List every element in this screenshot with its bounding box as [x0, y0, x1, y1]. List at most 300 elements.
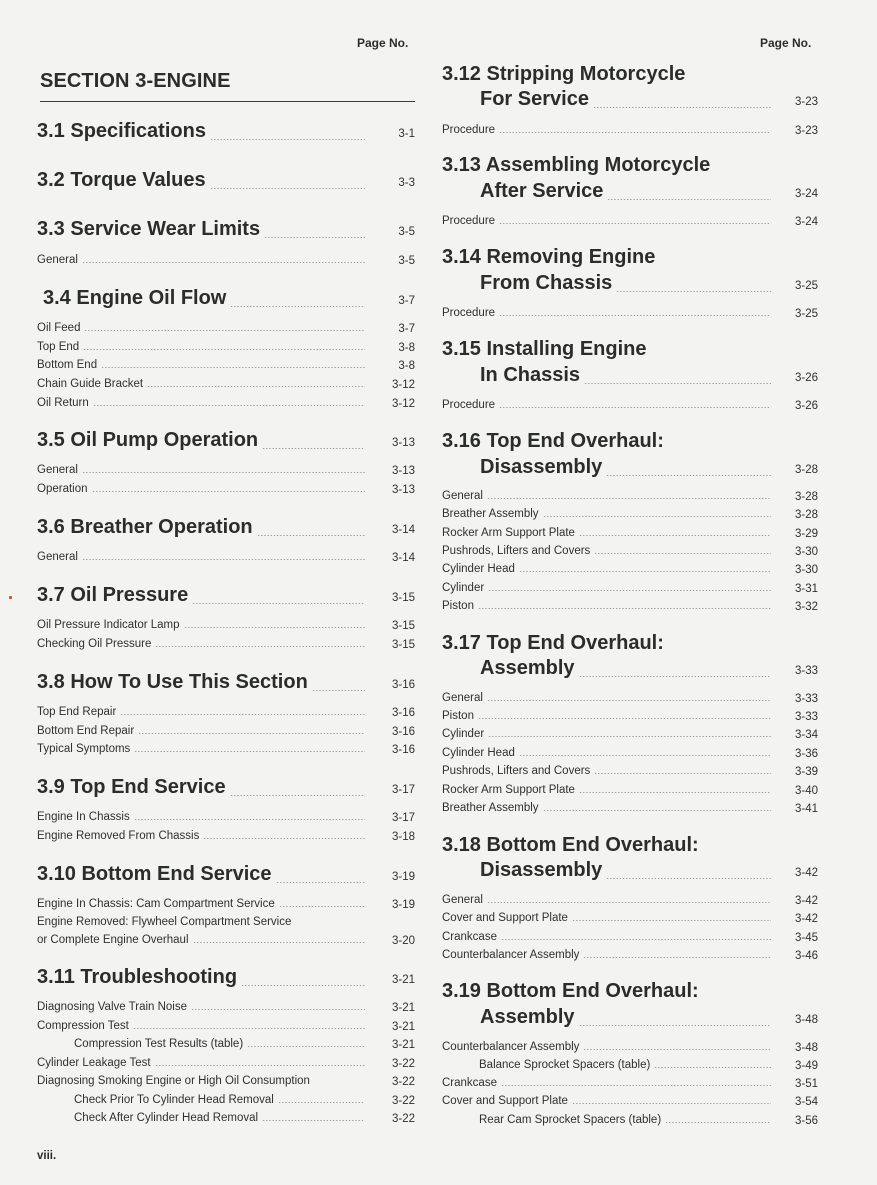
toc-entry-label: After Service	[480, 180, 604, 202]
toc-entry-label: General	[37, 551, 78, 563]
toc-page-cell	[375, 869, 415, 883]
toc-page-number: 3-8	[398, 342, 415, 354]
toc-heading-entry[interactable]	[37, 168, 369, 192]
toc-page-number: 3-42	[794, 895, 818, 907]
toc-subentry[interactable]	[74, 1092, 369, 1106]
toc-page-number: 3-29	[794, 528, 818, 540]
dot-leader	[499, 315, 771, 316]
toc-page-number: 3-13	[391, 484, 415, 496]
toc-page-cell	[375, 175, 415, 189]
toc-entry-label: Cylinder Head	[442, 563, 515, 575]
toc-heading-entry[interactable]	[480, 455, 775, 479]
toc-page-cell	[778, 526, 818, 540]
toc-page-number: 3-16	[391, 726, 415, 738]
toc-heading-entry[interactable]	[43, 286, 369, 310]
toc-subentry[interactable]	[442, 488, 775, 502]
toc-entry-label: Assembly	[480, 657, 575, 679]
dot-leader	[247, 1046, 365, 1047]
toc-page-cell	[778, 865, 818, 879]
toc-subentry[interactable]	[37, 1055, 369, 1069]
toc-page-cell	[375, 677, 415, 691]
toc-page-number: 3-14	[391, 524, 415, 536]
toc-page-number: 3-42	[794, 867, 818, 879]
toc-subentry[interactable]	[37, 376, 369, 390]
dot-leader	[665, 1122, 771, 1123]
dot-leader	[606, 878, 771, 879]
toc-page-cell	[778, 370, 818, 384]
toc-entry-label: Pushrods, Lifters and Covers	[442, 545, 591, 557]
toc-page-cell	[375, 618, 415, 632]
toc-subentry[interactable]	[442, 1075, 775, 1089]
toc-entry-label: Top End	[37, 341, 80, 353]
toc-heading-entry[interactable]	[37, 965, 369, 989]
toc-page-number: 3-33	[794, 693, 818, 705]
toc-page-cell	[778, 709, 818, 723]
toc-page-cell	[778, 764, 818, 778]
toc-heading-line1[interactable]: 3.14 Removing Engine	[442, 246, 656, 268]
toc-entry-label: Bottom End Repair	[37, 725, 135, 737]
toc-page-number: 3-15	[391, 639, 415, 651]
toc-page-cell	[778, 562, 818, 576]
dot-leader	[278, 1102, 365, 1103]
toc-page-cell	[778, 783, 818, 797]
toc-subentry[interactable]	[442, 1093, 775, 1107]
toc-entry-label: General	[442, 692, 483, 704]
toc-page-number: 3-1	[398, 128, 415, 140]
toc-page-cell	[778, 930, 818, 944]
toc-subentry[interactable]	[37, 636, 369, 650]
toc-heading-entry[interactable]	[480, 179, 775, 203]
toc-subentry[interactable]	[442, 525, 775, 539]
toc-entry-label: 3.1 Specifications	[37, 120, 206, 142]
toc-page-number: 3-23	[794, 125, 818, 137]
toc-page-cell	[375, 742, 415, 756]
toc-heading-entry[interactable]	[480, 271, 775, 295]
toc-page-number: 3-46	[794, 950, 818, 962]
toc-subentry[interactable]	[442, 745, 775, 759]
toc-entry-label: Procedure	[442, 215, 496, 227]
toc-subentry[interactable]	[37, 723, 369, 737]
dot-leader	[147, 386, 365, 387]
dot-leader	[499, 132, 771, 133]
toc-entry-label: Chain Guide Bracket	[37, 378, 144, 390]
toc-page-number: 3-36	[794, 748, 818, 760]
toc-subentry[interactable]	[37, 549, 369, 563]
toc-page-cell	[778, 306, 818, 320]
toc-subentry[interactable]	[37, 741, 369, 755]
toc-heading-entry[interactable]	[480, 87, 775, 111]
toc-subentry[interactable]	[442, 580, 775, 594]
toc-subentry[interactable]	[479, 1057, 775, 1071]
toc-heading-entry[interactable]	[480, 858, 775, 882]
toc-page-number: 3-22	[391, 1076, 415, 1088]
dot-leader	[584, 383, 771, 384]
toc-entry-label: 3.7 Oil Pressure	[37, 584, 189, 606]
toc-entry-label: 3.4 Engine Oil Flow	[43, 287, 227, 309]
toc-page-cell	[375, 321, 415, 335]
toc-entry-label: Cylinder Head	[442, 747, 515, 759]
toc-subentry[interactable]	[74, 1036, 369, 1050]
dot-leader	[583, 957, 771, 958]
toc-page-cell	[375, 810, 415, 824]
dot-leader	[264, 237, 365, 238]
toc-subentry[interactable]	[479, 1112, 775, 1126]
toc-page-cell	[375, 1056, 415, 1070]
dot-leader	[607, 199, 771, 200]
toc-subentry[interactable]	[442, 543, 775, 557]
toc-page-cell	[375, 377, 415, 391]
toc-entry-label: General	[37, 254, 78, 266]
toc-page-number: 3-21	[391, 1002, 415, 1014]
toc-page-number: 3-19	[391, 899, 415, 911]
toc-heading-entry[interactable]	[37, 670, 369, 694]
dot-leader	[184, 627, 365, 628]
dot-leader	[133, 1028, 365, 1029]
toc-page-cell	[778, 489, 818, 503]
toc-entry-label: 3.3 Service Wear Limits	[37, 218, 261, 240]
toc-heading-line1[interactable]: 3.15 Installing Engine	[442, 338, 647, 360]
toc-page-number: 3-17	[391, 812, 415, 824]
toc-entry-label: Counterbalancer Assembly	[442, 949, 580, 961]
toc-page-cell	[375, 1074, 415, 1088]
toc-page-number: 3-33	[794, 711, 818, 723]
toc-heading-entry[interactable]	[37, 515, 369, 539]
dot-leader	[501, 939, 771, 940]
toc-heading-line1[interactable]: 3.13 Assembling Motorcycle	[442, 154, 711, 176]
toc-subentry[interactable]	[442, 800, 775, 814]
dot-leader	[83, 349, 365, 350]
toc-page-cell	[778, 398, 818, 412]
toc-subentry[interactable]	[37, 339, 369, 353]
toc-page-cell	[375, 1037, 415, 1051]
toc-page-cell	[778, 1076, 818, 1090]
toc-page-number: 3-49	[794, 1060, 818, 1072]
toc-page-number: 3-42	[794, 913, 818, 925]
toc-subentry[interactable]	[37, 252, 369, 266]
toc-page-cell	[778, 1094, 818, 1108]
toc-heading-line1[interactable]: 3.19 Bottom End Overhaul:	[442, 980, 699, 1002]
toc-subentry[interactable]	[37, 896, 369, 910]
toc-entry-label: Check After Cylinder Head Removal	[74, 1112, 259, 1124]
toc-page-number: 3-16	[391, 744, 415, 756]
toc-page-number: 3-20	[391, 935, 415, 947]
toc-subentry[interactable]	[442, 397, 775, 411]
toc-page-cell	[778, 948, 818, 962]
toc-page-number: 3-21	[391, 974, 415, 986]
toc-page-cell	[778, 186, 818, 200]
toc-page-number: 3-5	[398, 255, 415, 267]
dot-leader	[82, 262, 365, 263]
dot-leader	[262, 448, 365, 449]
toc-page-number: 3-28	[794, 491, 818, 503]
toc-entry-label: Cylinder	[442, 582, 485, 594]
dot-leader	[93, 405, 365, 406]
toc-page-cell	[375, 590, 415, 604]
dot-leader	[82, 472, 365, 473]
toc-entry-label: Rocker Arm Support Plate	[442, 784, 575, 796]
toc-page-number: 3-12	[391, 379, 415, 391]
toc-entry-label: 3.6 Breather Operation	[37, 516, 253, 538]
toc-page-number: 3-24	[794, 188, 818, 200]
toc-page-cell	[778, 214, 818, 228]
toc-heading-entry[interactable]	[37, 428, 369, 452]
toc-page-number: 3-30	[794, 546, 818, 558]
toc-subentry[interactable]	[74, 1110, 369, 1124]
toc-subentry[interactable]	[37, 932, 369, 946]
footer-page-number: viii.	[37, 1150, 57, 1162]
title-rule	[40, 101, 415, 102]
section-title: SECTION 3-ENGINE	[40, 70, 231, 92]
toc-page-number: 3-7	[398, 295, 415, 307]
toc-page-number: 3-21	[391, 1039, 415, 1051]
toc-page-cell	[778, 746, 818, 760]
toc-subentry[interactable]	[37, 395, 369, 409]
dot-leader	[572, 1103, 771, 1104]
dot-leader	[101, 367, 365, 368]
page-no-label-left: Page No.	[357, 36, 409, 50]
dot-leader	[210, 139, 365, 140]
toc-subentry[interactable]	[37, 828, 369, 842]
dot-leader	[579, 676, 772, 677]
toc-subentry[interactable]	[442, 782, 775, 796]
dot-leader	[230, 795, 365, 796]
toc-page-cell	[375, 1093, 415, 1107]
toc-subentry[interactable]	[37, 320, 369, 334]
toc-entry-label: Engine In Chassis: Cam Compartment Service	[37, 898, 275, 910]
dot-leader	[230, 306, 365, 307]
toc-page-number: 3-8	[398, 360, 415, 372]
toc-entry-label: Disassembly	[480, 456, 603, 478]
toc-page-number: 3-25	[794, 308, 818, 320]
toc-page-number: 3-40	[794, 785, 818, 797]
toc-entry-label: General	[37, 464, 78, 476]
toc-page-cell	[375, 396, 415, 410]
toc-page-number: 3-22	[391, 1113, 415, 1125]
toc-page-cell	[375, 933, 415, 947]
toc-entry-label: 3.10 Bottom End Service	[37, 863, 272, 885]
toc-subentry[interactable]	[442, 763, 775, 777]
dot-leader	[478, 718, 771, 719]
toc-page-number: 3-22	[391, 1058, 415, 1070]
toc-page-cell	[375, 550, 415, 564]
toc-entry-label: Counterbalancer Assembly	[442, 1041, 580, 1053]
toc-page-cell	[375, 253, 415, 267]
toc-page-cell	[375, 1019, 415, 1033]
dot-leader	[262, 1120, 365, 1121]
toc-subentry[interactable]	[442, 305, 775, 319]
toc-subentry[interactable]	[37, 999, 369, 1013]
dot-leader	[543, 810, 771, 811]
toc-page-number: 3-54	[794, 1096, 818, 1108]
toc-page-cell	[375, 705, 415, 719]
toc-subentry[interactable]	[37, 357, 369, 371]
dot-leader	[241, 985, 365, 986]
toc-subentry[interactable]	[442, 690, 775, 704]
toc-entry-label: Disassembly	[480, 859, 603, 881]
toc-page-number: 3-12	[391, 398, 415, 410]
toc-page-number: 3-3	[398, 177, 415, 189]
toc-page-cell	[778, 1040, 818, 1054]
toc-page-number: 3-16	[391, 707, 415, 719]
toc-subentry[interactable]	[37, 1018, 369, 1032]
dot-leader	[487, 498, 771, 499]
dot-leader	[487, 700, 771, 701]
toc-page-number: 3-18	[391, 831, 415, 843]
toc-subentry[interactable]	[442, 726, 775, 740]
toc-page-cell	[375, 829, 415, 843]
toc-page-number: 3-28	[794, 509, 818, 521]
dot-leader	[488, 736, 771, 737]
toc-page-cell	[778, 801, 818, 815]
toc-page-number: 3-45	[794, 932, 818, 944]
dot-leader	[594, 553, 771, 554]
toc-entry-label: Crankcase	[442, 931, 497, 943]
dot-leader	[155, 1065, 365, 1066]
toc-page-number: 3-15	[391, 592, 415, 604]
toc-subentry[interactable]	[442, 561, 775, 575]
toc-page-cell	[778, 691, 818, 705]
toc-subentry[interactable]	[37, 481, 369, 495]
toc-heading-line1[interactable]: 3.16 Top End Overhaul:	[442, 430, 664, 452]
toc-subentry[interactable]	[442, 708, 775, 722]
toc-entry-label: Top End Repair	[37, 706, 117, 718]
dot-leader	[519, 755, 771, 756]
toc-page-number: 3-28	[794, 464, 818, 476]
dot-leader	[572, 920, 771, 921]
toc-page-cell	[778, 278, 818, 292]
toc-entry-label: Pushrods, Lifters and Covers	[442, 765, 591, 777]
toc-entry-label: Check Prior To Cylinder Head Removal	[74, 1094, 274, 1106]
toc-entry-label: 3.9 Top End Service	[37, 776, 226, 798]
toc-page-cell	[375, 126, 415, 140]
toc-page-number: 3-15	[391, 620, 415, 632]
dot-leader	[616, 291, 771, 292]
toc-entry-label: Cylinder	[442, 728, 485, 740]
dot-leader	[593, 107, 771, 108]
toc-entry-label: Crankcase	[442, 1077, 497, 1089]
toc-entry-label: Cover and Support Plate	[442, 912, 568, 924]
toc-subentry[interactable]	[37, 1073, 369, 1087]
toc-subentry[interactable]	[37, 704, 369, 718]
toc-entry-label: Compression Test Results (table)	[74, 1038, 244, 1050]
toc-subentry[interactable]	[37, 914, 369, 928]
toc-page-cell	[375, 637, 415, 651]
toc-page-cell	[375, 1000, 415, 1014]
toc-page-number: 3-41	[794, 803, 818, 815]
dot-leader	[203, 838, 365, 839]
toc-heading-entry[interactable]	[480, 1005, 775, 1029]
dot-leader	[594, 773, 771, 774]
toc-entry-label: Engine Removed: Flywheel Compartment Service	[37, 916, 292, 928]
toc-heading-line1[interactable]: 3.12 Stripping Motorcycle	[442, 63, 686, 85]
dot-leader	[134, 751, 365, 752]
page-no-label-right: Page No.	[760, 36, 812, 50]
toc-heading-entry[interactable]	[480, 656, 775, 680]
dot-leader	[519, 571, 771, 572]
toc-page-cell	[778, 123, 818, 137]
toc-entry-label: General	[442, 490, 483, 502]
dot-leader	[257, 535, 365, 536]
toc-page-number: 3-48	[794, 1014, 818, 1026]
toc-page-number: 3-30	[794, 564, 818, 576]
toc-page-number: 3-25	[794, 280, 818, 292]
toc-entry-label: Procedure	[442, 124, 496, 136]
toc-heading-entry[interactable]	[37, 217, 369, 241]
toc-page-number: 3-13	[391, 465, 415, 477]
toc-heading-line1[interactable]: 3.17 Top End Overhaul:	[442, 632, 664, 654]
dot-leader	[543, 516, 771, 517]
toc-page-cell	[778, 663, 818, 677]
toc-heading-entry[interactable]	[37, 119, 369, 143]
toc-subentry[interactable]	[442, 122, 775, 136]
toc-page-number: 3-26	[794, 400, 818, 412]
toc-page-cell	[778, 911, 818, 925]
toc-page-cell	[375, 435, 415, 449]
toc-entry-label: Breather Assembly	[442, 508, 539, 520]
dot-leader	[488, 590, 771, 591]
dot-leader	[276, 882, 365, 883]
dot-leader	[606, 475, 771, 476]
toc-page-number: 3-16	[391, 679, 415, 691]
dot-leader	[192, 603, 365, 604]
toc-page-cell	[375, 340, 415, 354]
toc-page-cell	[375, 482, 415, 496]
toc-subentry[interactable]	[442, 506, 775, 520]
toc-entry-label: 3.5 Oil Pump Operation	[37, 429, 259, 451]
toc-page-cell	[375, 224, 415, 238]
toc-page-cell	[778, 893, 818, 907]
toc-subentry[interactable]	[37, 462, 369, 476]
dot-leader	[120, 714, 365, 715]
toc-heading-entry[interactable]	[37, 862, 369, 886]
toc-entry-label: Procedure	[442, 307, 496, 319]
toc-page-number: 3-32	[794, 601, 818, 613]
toc-subentry[interactable]	[37, 809, 369, 823]
dot-leader	[499, 407, 771, 408]
toc-heading-line1[interactable]: 3.18 Bottom End Overhaul:	[442, 834, 699, 856]
dot-leader	[312, 690, 365, 691]
toc-entry-label: Balance Sprocket Spacers (table)	[479, 1059, 651, 1071]
toc-subentry[interactable]	[442, 892, 775, 906]
toc-subentry[interactable]	[442, 1039, 775, 1053]
toc-entry-label: Engine In Chassis	[37, 811, 130, 823]
toc-entry-label: Diagnosing Valve Train Noise	[37, 1001, 188, 1013]
toc-subentry[interactable]	[442, 910, 775, 924]
toc-page-cell	[778, 1012, 818, 1026]
toc-entry-label: 3.11 Troubleshooting	[37, 966, 238, 988]
dot-leader	[84, 330, 365, 331]
toc-heading-entry[interactable]	[37, 583, 369, 607]
toc-heading-entry[interactable]	[480, 363, 775, 387]
dot-leader	[82, 559, 365, 560]
dot-leader	[579, 1025, 772, 1026]
toc-entry-label: Assembly	[480, 1006, 575, 1028]
toc-subentry[interactable]	[442, 947, 775, 961]
toc-entry-label: Cover and Support Plate	[442, 1095, 568, 1107]
toc-page-cell	[778, 1113, 818, 1127]
toc-page-cell	[375, 293, 415, 307]
toc-subentry[interactable]	[37, 617, 369, 631]
toc-entry-label: In Chassis	[480, 364, 581, 386]
toc-subentry[interactable]	[442, 929, 775, 943]
toc-subentry[interactable]	[442, 598, 775, 612]
toc-entry-label: Checking Oil Pressure	[37, 638, 152, 650]
dot-leader	[210, 188, 365, 189]
toc-subentry[interactable]	[442, 213, 775, 227]
toc-heading-entry[interactable]	[37, 775, 369, 799]
toc-page-cell	[778, 581, 818, 595]
toc-page-cell	[778, 462, 818, 476]
